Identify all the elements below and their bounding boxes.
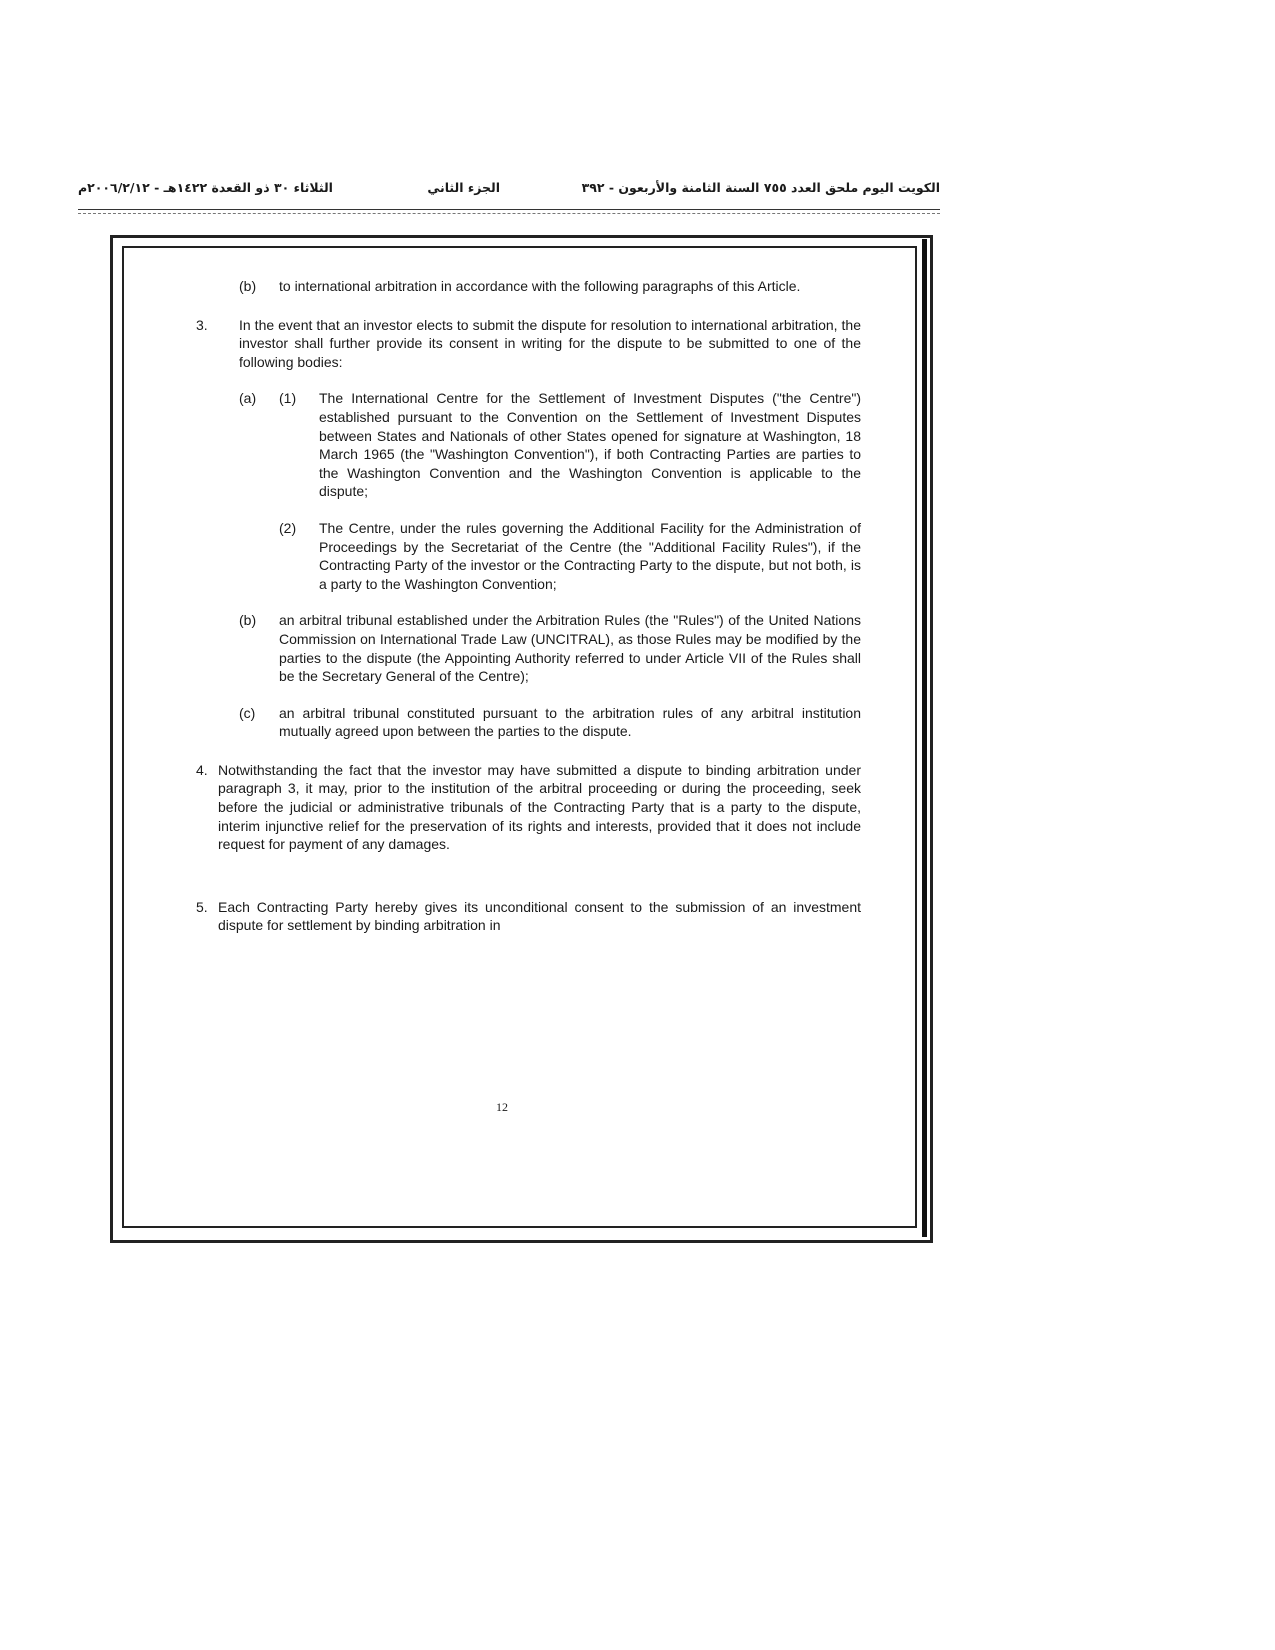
item-text: an arbitral tribunal constituted pursuant to the arbitration rules of any arbitral institution mutually agreed upon between the parties to the dispute. xyxy=(279,704,861,740)
paragraph-number: 4. xyxy=(196,761,208,778)
item-a-body xyxy=(279,389,861,501)
header-rule xyxy=(78,209,940,210)
header-rule-secondary xyxy=(78,213,940,214)
item-text: to international arbitration in accordance with the following paragraphs of this Article. xyxy=(279,278,801,294)
paragraph-text: In the event that an investor elects to submit the dispute for resolution to international arbitration, the investor shall further provide its consent in writing for the dispute to be submitted to one of the following bodies: xyxy=(239,316,861,370)
item-marker: (c) xyxy=(239,704,256,721)
list-item xyxy=(239,277,861,296)
paragraph-text: Each Contracting Party hereby gives its unconditional consent to the submission of an investment dispute for settlement by binding arbitration in xyxy=(218,898,861,934)
gazette-part: الجزء الثاني xyxy=(427,180,500,195)
paragraph-5 xyxy=(196,898,861,935)
list-item-a1 xyxy=(279,389,861,501)
paragraph-number: 3. xyxy=(196,316,208,333)
item-marker: (2) xyxy=(279,519,297,536)
item-text: The International Centre for the Settlement of Investment Disputes ("the Centre") established pursuant to the Convention on the Settlement of Investment Disputes between States and Nationals of other States opened for signature at Washington, 18 March 1965 (the "Washington Convention"), if both Contracting Parties are parties to the Washington Convention and the Washington Convention is applicable to the dispute; xyxy=(319,390,861,500)
list-item-a2 xyxy=(279,519,861,593)
list-item-c xyxy=(239,704,861,741)
paragraph-4 xyxy=(196,761,861,854)
item-marker: (1) xyxy=(279,390,297,407)
gazette-header xyxy=(78,180,940,202)
page-frame-shadow xyxy=(922,239,927,1237)
item-marker: (b) xyxy=(239,278,257,294)
page-number: 12 xyxy=(496,1100,508,1114)
list-item-b xyxy=(239,611,861,685)
item-marker: (a) xyxy=(239,390,257,407)
item-text: The Centre, under the rules governing the Additional Facility for the Administration of Proceedings by the Secretariat of the Centre (the "Additional Facility Rules"), if the Contracting Party of the investor or the Contracting Party to the dispute, but not both, is a party to the Washington Convention; xyxy=(319,519,861,592)
document-body xyxy=(196,277,861,935)
paragraph-3 xyxy=(196,316,861,372)
item-marker: (b) xyxy=(239,612,257,629)
gazette-date: الثلاثاء ٣٠ ذو القعدة ١٤٢٢هـ - ٢٠٠٦/٢/١٢م xyxy=(78,180,333,195)
list-item-a xyxy=(239,389,861,501)
item-text: an arbitral tribunal established under the Arbitration Rules (the "Rules") of the United Nations Commission on International Trade Law (UNCITRAL), as those Rules may be modified by the parties to the dispute (the Appointing Authority referred to under Article VII of the Rules shall be the Secretary General of the Centre); xyxy=(279,612,861,685)
paragraph-text: Notwithstanding the fact that the investor may have submitted a dispute to binding arbitration under paragraph 3, it may, prior to the institution of the arbitral proceeding or during the proceeding, seek before the judicial or administrative tribunals of the Contracting Party that is a party to the dispute, interim injunctive relief for the preservation of its rights and interests, provided that it does not include request for payment of any damages. xyxy=(218,761,861,853)
paragraph-number: 5. xyxy=(196,898,208,915)
gazette-title: الكويت اليوم ملحق العدد ٧٥٥ السنة الثامنة والأربعون - ٣٩٢ xyxy=(581,180,940,195)
